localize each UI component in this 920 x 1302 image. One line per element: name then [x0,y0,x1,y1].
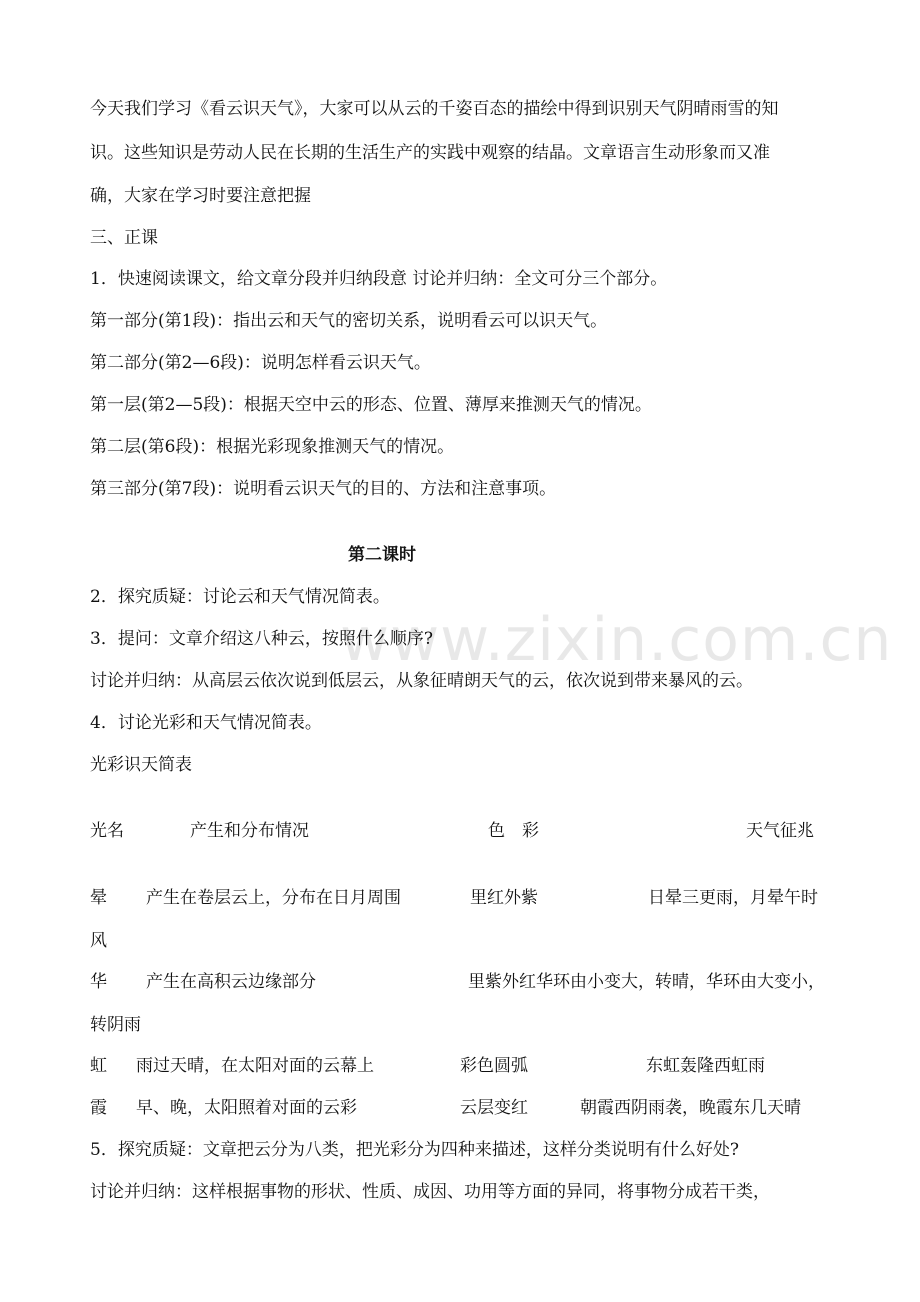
row-hong-sign: 东虹轰隆西虹雨 [646,1056,765,1076]
task-4: 4．讨论光彩和天气情况简表。 [90,713,322,733]
discussion-1: 讨论并归纳：从高层云依次说到低层云，从象征晴朗天气的云，依次说到带来暴风的云。 [90,671,753,691]
row-xia-name: 霞 [90,1098,107,1118]
table-header-origin: 产生和分布情况 [190,821,309,841]
layer-2: 第二层(第6段)：根据光彩现象推测天气的情况。 [90,437,455,457]
row-xia-sign: 朝霞西阴雨袭，晚霞东几天晴 [580,1098,801,1118]
row-hong-name: 虹 [90,1056,107,1076]
table-header-sign: 天气征兆 [746,821,814,841]
section-heading-zhengke: 三、正课 [90,228,158,248]
row-hong-origin: 雨过天晴，在太阳对面的云幕上 [136,1056,374,1076]
part-2: 第二部分(第2—6段)：说明怎样看云识天气。 [90,353,431,373]
table-header-color: 色 彩 [488,821,539,841]
task-5: 5．探究质疑：文章把云分为八类，把光彩分为四种来描述，这样分类说明有什么好处? [90,1140,739,1160]
row-xia-origin: 早、晚，太阳照着对面的云彩 [136,1098,357,1118]
row-yun-color: 里红外紫 [470,888,538,908]
intro-line-2: 识。这些知识是劳动人民在长期的生活生产的实践中观察的结晶。文章语言生动形象而又准 [90,143,770,163]
row-hua-origin: 产生在高积云边缘部分 [146,972,316,992]
table-header-name: 光名 [90,821,124,841]
part-3: 第三部分(第7段)：说明看云识天气的目的、方法和注意事项。 [90,479,557,499]
table-caption: 光彩识天简表 [90,755,192,775]
row-yun-sign: 日晕三更雨，月晕午时 [648,888,818,908]
section-title: 第二课时 [348,545,416,565]
part-1: 第一部分(第1段)：指出云和天气的密切关系，说明看云可以识天气。 [90,311,608,331]
discussion-2: 讨论并归纳：这样根据事物的形状、性质、成因、功用等方面的异同，将事物分成若干类， [90,1182,770,1202]
task-1: 1．快速阅读课文，给文章分段并归纳段意 讨论并归纳：全文可分三个部分。 [90,269,668,289]
watermark: www.zixin.com.cn [340,605,893,675]
row-hua-name: 华 [90,972,107,992]
row-xia-color: 云层变红 [460,1098,528,1118]
layer-1: 第一层(第2—5段)：根据天空中云的形态、位置、薄厚来推测天气的情况。 [90,395,652,415]
row-yun-origin: 产生在卷层云上，分布在日月周围 [146,888,401,908]
row-yun-name: 晕 [90,888,107,908]
row-hua-color: 里紫外红 [468,972,536,992]
row-yun-sign-wrap: 风 [90,931,107,951]
row-hua-sign: 华环由小变大，转晴，华环由大变小， [536,972,825,992]
intro-line-3: 确，大家在学习时要注意把握 [90,186,311,206]
row-hua-sign-wrap: 转阴雨 [90,1015,141,1035]
intro-line-1: 今天我们学习《看云识天气》，大家可以从云的千姿百态的描绘中得到识别天气阴晴雨雪的知 [90,99,779,119]
row-hong-color: 彩色圆弧 [460,1056,528,1076]
task-3: 3．提问：文章介绍这八种云，按照什么顺序? [90,629,433,649]
task-2: 2．探究质疑：讨论云和天气情况简表。 [90,587,390,607]
